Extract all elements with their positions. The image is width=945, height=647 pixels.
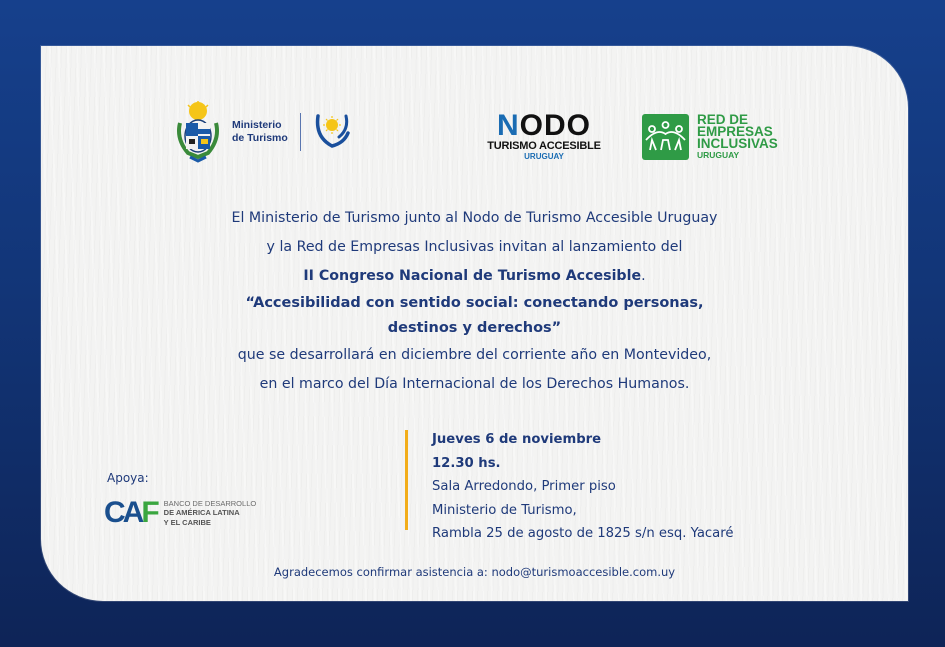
event-room: Sala Arredondo, Primer piso	[432, 479, 616, 494]
invitation-text	[41, 204, 908, 399]
red-logo-country: URUGUAY	[697, 150, 740, 160]
red-logo-line1: RED DE	[697, 112, 749, 127]
caf-logo	[104, 498, 256, 528]
event-venue: Ministerio de Turismo,	[432, 502, 577, 518]
ministerio-de-turismo-logo	[174, 101, 351, 163]
ministerio-logo-line1: Ministerio	[232, 119, 282, 131]
invitation-line-1: El Ministerio de Turismo junto al Nodo de Turismo Accesible Uruguay	[231, 210, 718, 226]
caf-logo-line2: DE AMÉRICA LATINA	[163, 508, 240, 518]
uruguay-coat-of-arms-icon	[174, 101, 222, 163]
congress-title-line	[41, 262, 908, 291]
congress-motto-line-2: destinos y derechos”	[387, 320, 562, 336]
red-logo-line2: EMPRESAS	[697, 124, 773, 139]
event-details	[405, 428, 734, 546]
congress-motto-line-1: “Accesibilidad con sentido social: conectando personas,	[245, 295, 704, 311]
event-date: Jueves 6 de noviembre	[432, 432, 602, 447]
nodo-logo-country: URUGUAY	[524, 152, 564, 161]
logo-divider	[300, 113, 301, 151]
nodo-turismo-accesible-logo	[474, 109, 614, 162]
event-time: 12.30 hs.	[432, 455, 501, 471]
support-label: Apoya:	[107, 471, 149, 485]
uruguay-presidency-sun-icon	[313, 113, 351, 151]
congress-title: II Congreso Nacional de Turismo Accesible	[303, 268, 642, 284]
invitation-line-5: en el marco del Día Internacional de los Derechos Humanos.	[259, 376, 690, 392]
invitation-line-4: que se desarrollará en diciembre del corriente año en Montevideo,	[237, 347, 712, 363]
rsvp-text: Agradecemos confirmar asistencia a: nodo@turismoaccesible.com.uy	[273, 565, 676, 579]
red-empresas-inclusivas-logo	[642, 114, 778, 160]
ministerio-logo-line2: de Turismo	[232, 132, 288, 144]
red-logo-line3: INCLUSIVAS	[697, 136, 778, 151]
nodo-logo-subtitle: TURISMO ACCESIBLE	[487, 140, 601, 152]
caf-logo-line3: Y EL CARIBE	[163, 517, 211, 527]
people-group-icon	[642, 114, 689, 160]
nodo-logo-title: NODO	[496, 109, 591, 142]
invitation-card	[41, 46, 908, 601]
invitation-line-2: y la Red de Empresas Inclusivas invitan al lanzamiento del	[266, 239, 683, 255]
caf-logo-line1: BANCO DE DESARROLLO	[163, 498, 257, 508]
caf-logo-mark: CAF	[104, 496, 157, 529]
accent-bar	[405, 430, 408, 530]
congress-title-period: .	[641, 268, 646, 284]
event-address: Rambla 25 de agosto de 1825 s/n esq. Yacaré	[432, 526, 734, 541]
